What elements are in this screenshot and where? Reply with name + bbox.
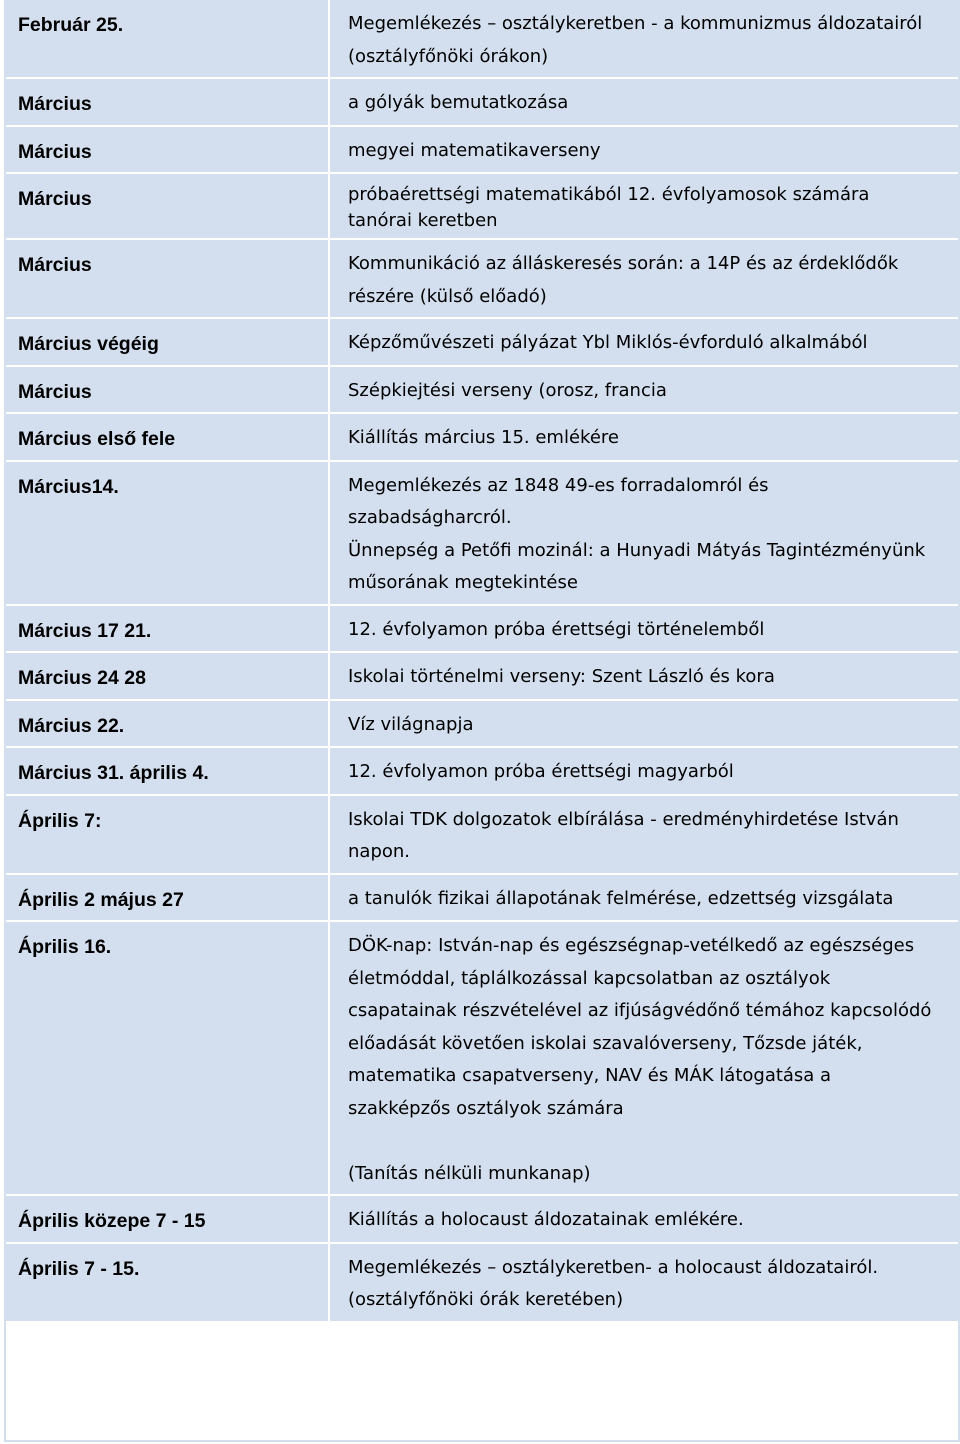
date-cell: Március 22.	[4, 700, 329, 748]
table-row	[4, 318, 960, 366]
table-row	[4, 874, 960, 922]
event-line: Megemlékezés – osztálykeretben - a kommunizmus áldozatairól	[348, 13, 923, 34]
date-cell: Március	[4, 173, 329, 239]
event-line: megyei matematikaverseny	[348, 139, 601, 161]
date-cell: Március 17 21.	[4, 605, 329, 653]
event-line: a tanulók fizikai állapotának felmérése, edzettség vizsgálata	[348, 887, 894, 909]
date-cell: Március végéig	[4, 318, 329, 366]
event-cell	[329, 366, 960, 414]
event-cell	[329, 1243, 960, 1322]
event-cell	[329, 239, 960, 318]
table-row	[4, 1195, 960, 1243]
schedule-body	[4, 0, 960, 1322]
date-cell: Február 25.	[4, 0, 329, 78]
event-cell	[329, 126, 960, 174]
event-line: életmóddal, táplálkozással kapcsolatban az osztályok	[348, 967, 831, 989]
date-cell: Március	[4, 126, 329, 174]
event-cell	[329, 652, 960, 700]
event-line: csapatainak részvételével az ifjúságvédőnő témához kapcsolódó	[348, 1000, 932, 1021]
event-line: a gólyák bemutatkozása	[348, 92, 569, 113]
date-cell: Április 7 - 15.	[4, 1243, 329, 1322]
table-row	[4, 78, 960, 126]
table-row	[4, 747, 960, 795]
table-row	[4, 605, 960, 653]
date-cell: Március14.	[4, 461, 329, 605]
event-line: Kiállítás március 15. emlékére	[348, 427, 619, 448]
date-cell: Április közepe 7 - 15	[4, 1195, 329, 1243]
table-row	[4, 921, 960, 1195]
event-line: matematika csapatverseny, NAV és MÁK látogatása a	[348, 1065, 832, 1086]
event-cell	[329, 747, 960, 795]
event-line	[348, 1125, 956, 1158]
table-row	[4, 700, 960, 748]
table-row	[4, 652, 960, 700]
event-line: napon.	[348, 841, 411, 862]
event-line: DÖK-nap: István-nap és egészségnap-vetélkedő az egészséges	[348, 935, 915, 956]
event-line: Megemlékezés az 1848 49-es forradalomról és	[348, 474, 769, 496]
event-line: Képzőművészeti pályázat Ybl Miklós-évforduló alkalmából	[348, 332, 868, 353]
date-cell: Március 31. április 4.	[4, 747, 329, 795]
event-cell	[329, 78, 960, 126]
table-row	[4, 461, 960, 605]
event-line: Kiállítás a holocaust áldozatainak emlékére.	[348, 1209, 744, 1230]
event-cell	[329, 1195, 960, 1243]
event-line: részére (külső előadó)	[348, 285, 547, 307]
event-cell	[329, 795, 960, 874]
event-cell	[329, 0, 960, 78]
date-cell: Március első fele	[4, 413, 329, 461]
table-row	[4, 0, 960, 78]
event-line: szakképzős osztályok számára	[348, 1097, 624, 1119]
table-row	[4, 239, 960, 318]
event-line: szabadságharcról.	[348, 507, 512, 528]
event-line: előadását követően iskolai szavalóverseny, Tőzsde játék,	[348, 1032, 863, 1054]
date-cell: Április 2 május 27	[4, 874, 329, 922]
event-cell	[329, 461, 960, 605]
table-row	[4, 795, 960, 874]
date-cell: Március	[4, 366, 329, 414]
table-row	[4, 126, 960, 174]
event-cell	[329, 921, 960, 1195]
event-line: Ünnepség a Petőfi mozinál: a Hunyadi Mátyás Tagintézményünk	[348, 539, 926, 561]
event-cell	[329, 318, 960, 366]
event-line: műsorának megtekintése	[348, 572, 578, 593]
event-line: 12. évfolyamon próba érettségi magyarból	[348, 761, 734, 782]
event-cell	[329, 413, 960, 461]
date-cell: Március	[4, 78, 329, 126]
event-line: (osztályfőnöki órák keretében)	[348, 1289, 624, 1310]
schedule-table	[4, 0, 960, 1323]
date-cell: Március	[4, 239, 329, 318]
date-cell: Március 24 28	[4, 652, 329, 700]
event-line: Szépkiejtési verseny (orosz, francia	[348, 379, 667, 401]
event-cell	[329, 173, 960, 239]
event-line: Megemlékezés – osztálykeretben- a holocaust áldozatairól.	[348, 1256, 879, 1278]
event-cell	[329, 700, 960, 748]
date-cell: Április 7:	[4, 795, 329, 874]
event-cell	[329, 874, 960, 922]
date-cell: Április 16.	[4, 921, 329, 1195]
table-row	[4, 1243, 960, 1322]
event-line: tanórai keretben	[348, 210, 498, 231]
table-row	[4, 413, 960, 461]
event-line: 12. évfolyamon próba érettségi történelemből	[348, 618, 765, 640]
event-line: (Tanítás nélküli munkanap)	[348, 1162, 591, 1184]
table-row	[4, 366, 960, 414]
event-line: Víz világnapja	[348, 713, 474, 735]
event-line: Iskolai történelmi verseny: Szent László és kora	[348, 666, 775, 687]
event-line: Kommunikáció az álláskeresés során: a 14P és az érdeklődők	[348, 253, 899, 274]
event-line: (osztályfőnöki órákon)	[348, 45, 549, 67]
table-row	[4, 173, 960, 239]
event-line: próbaérettségi matematikából 12. évfolyamosok számára	[348, 184, 870, 205]
event-cell	[329, 605, 960, 653]
event-line: Iskolai TDK dolgozatok elbírálása - eredményhirdetése István	[348, 808, 899, 830]
